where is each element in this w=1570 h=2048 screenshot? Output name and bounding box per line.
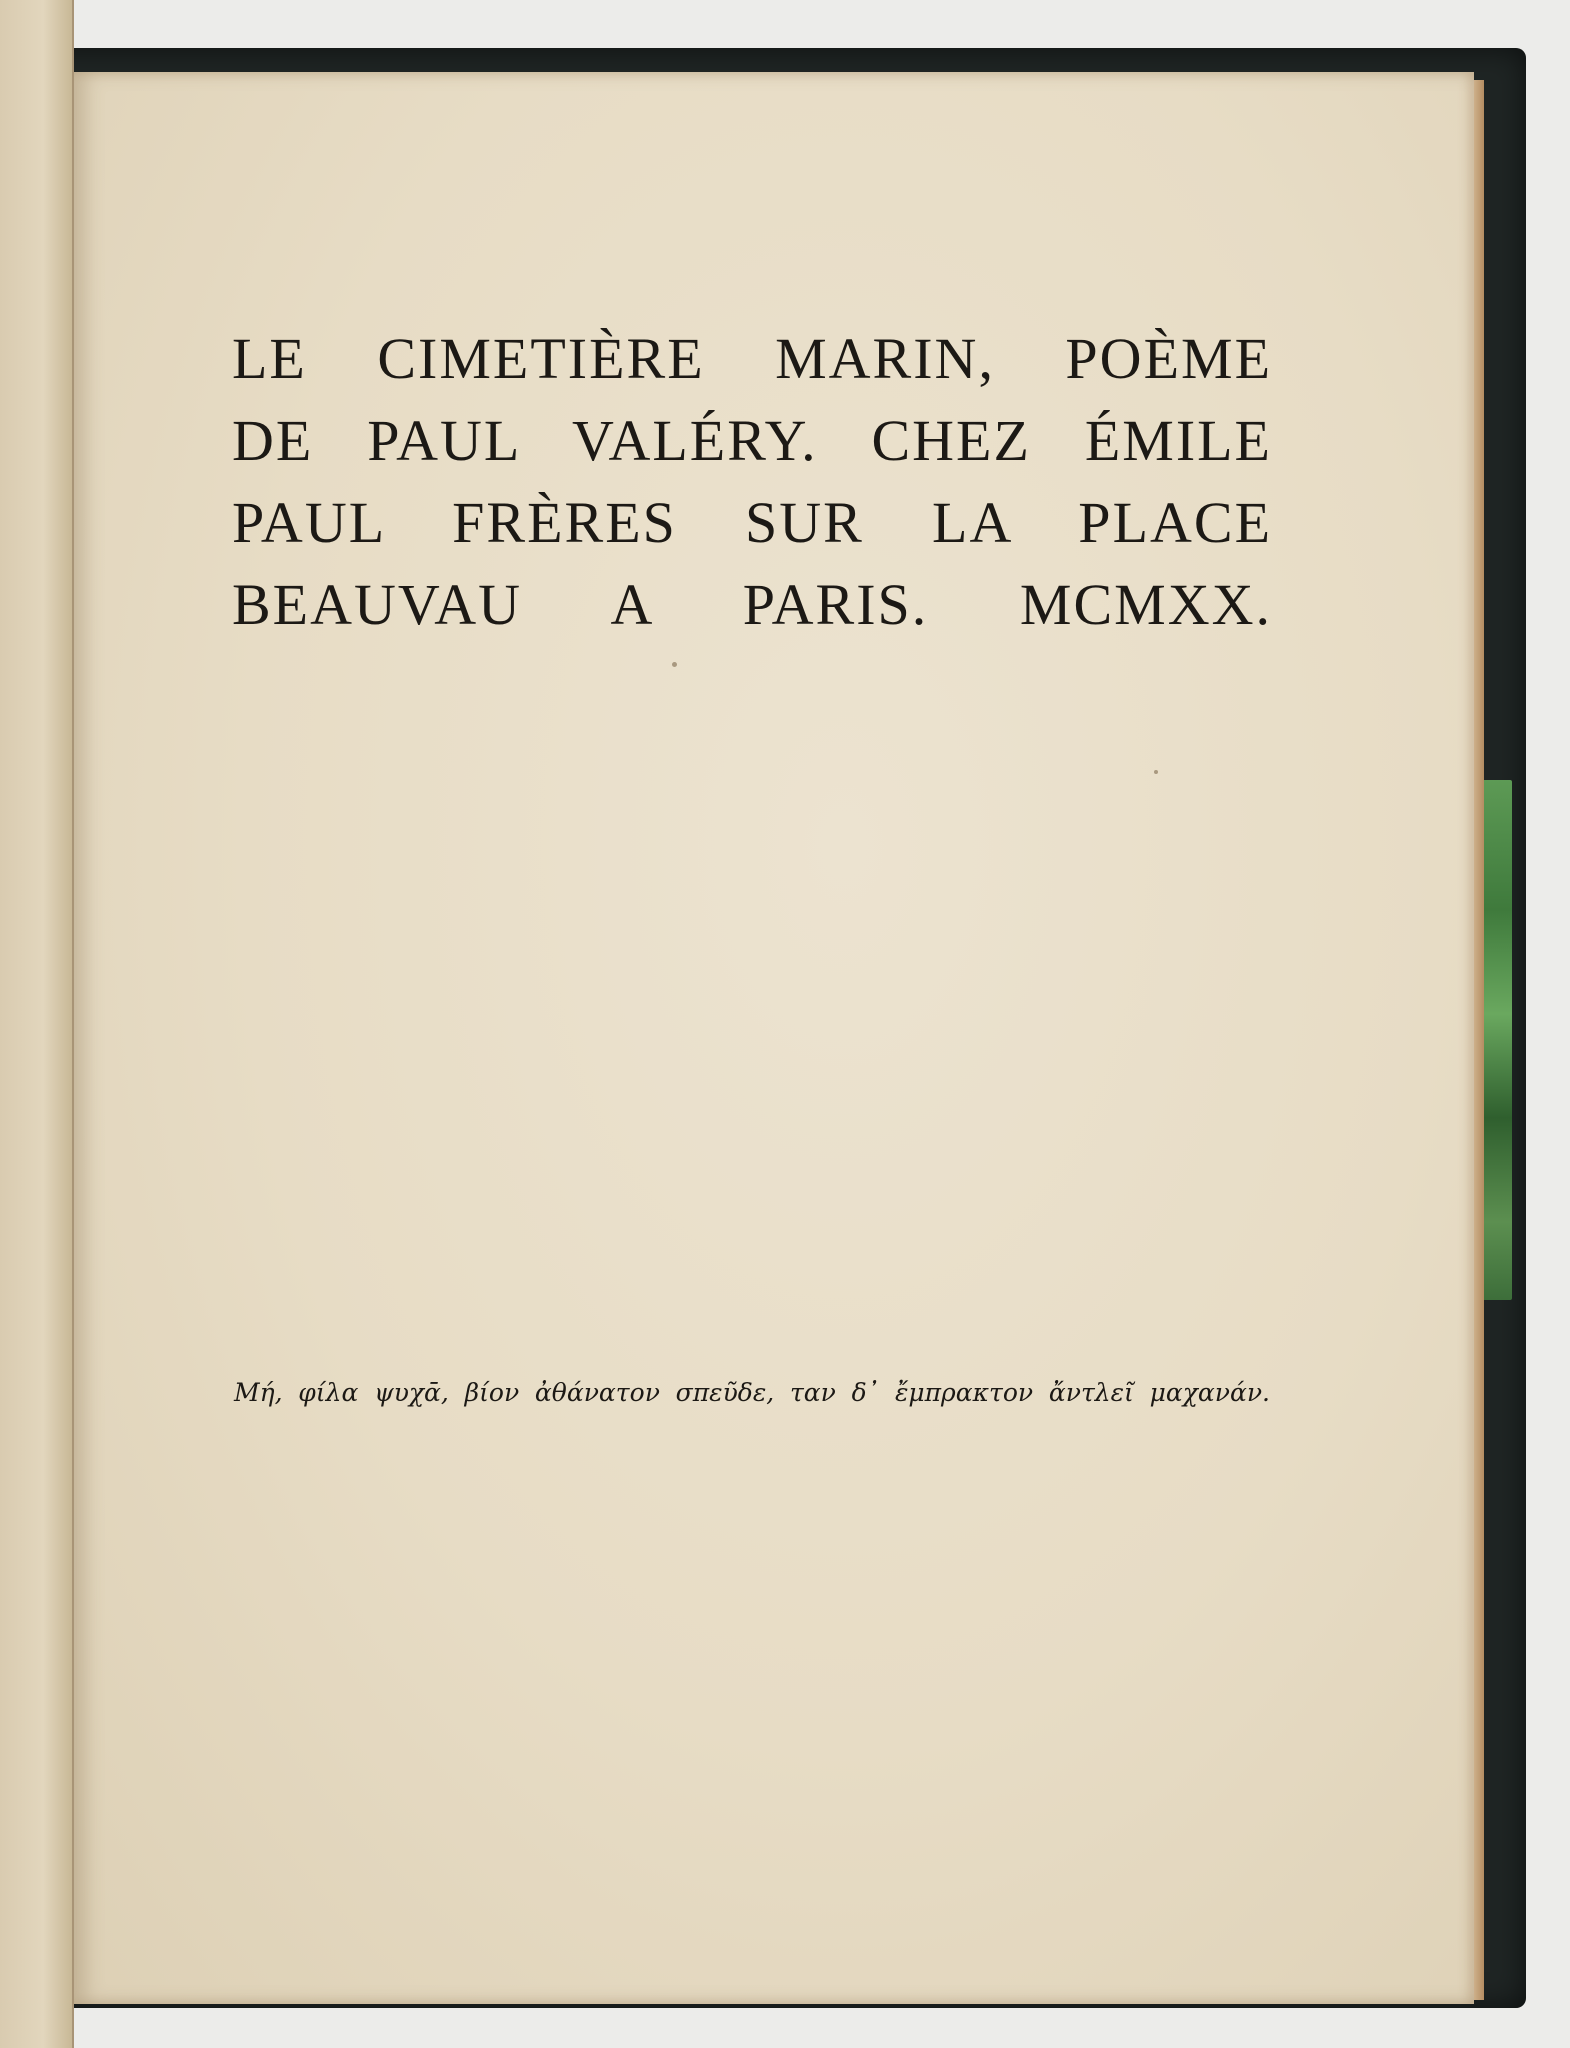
greek-epigraph: Μή, φίλα ψυχᾱ, βίον ἀθάνατον σπεῦδε, ταν δ᾽ ἔμπρακτον ἄντλεῖ μαχανάν.	[234, 1378, 1270, 1407]
title-line: LE CIMETIÈRE MARIN, POÈME	[232, 326, 1272, 391]
title-block	[232, 318, 1272, 646]
title-line: PAUL FRÈRES SUR LA PLACE	[232, 490, 1272, 555]
page-edge	[1474, 80, 1484, 2000]
left-facing-page	[0, 0, 74, 2048]
paper-speck	[672, 662, 677, 667]
title-line: DE PAUL VALÉRY. CHEZ ÉMILE	[232, 408, 1272, 473]
paper-speck	[1154, 770, 1158, 774]
title-line: BEAUVAU A PARIS. MCMXX.	[232, 572, 1272, 637]
